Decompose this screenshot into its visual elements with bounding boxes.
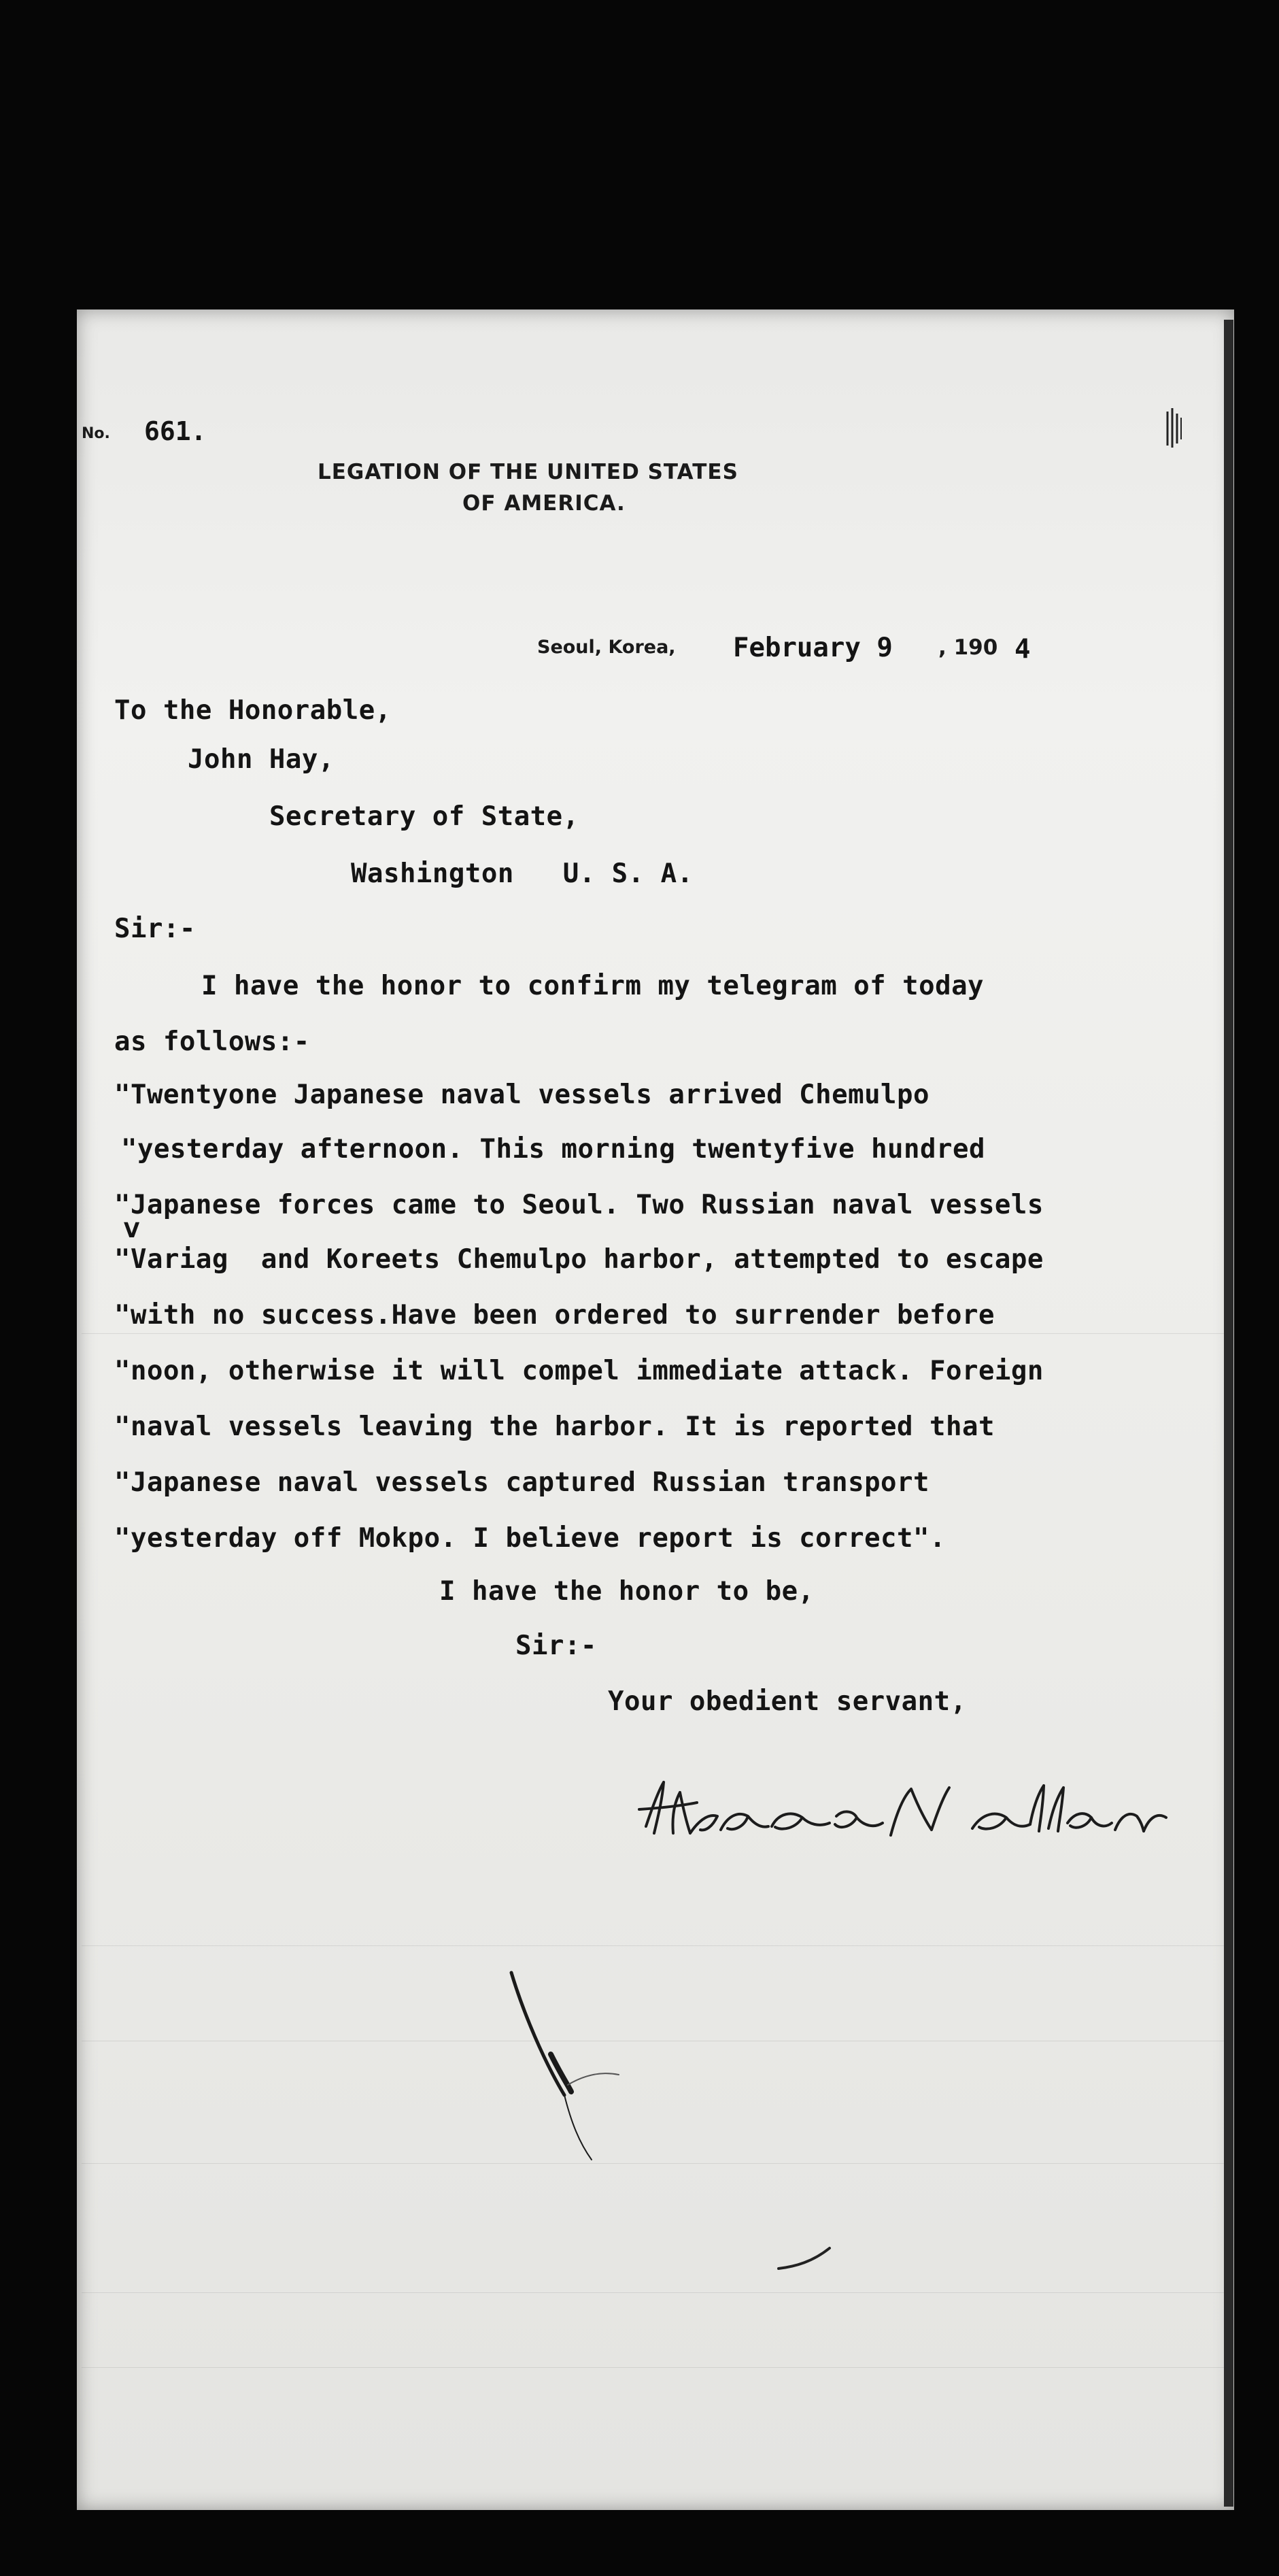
letterhead-line-1: LEGATION OF THE UNITED STATES <box>318 460 738 484</box>
binder-mark <box>1164 408 1184 449</box>
body-line: "Japanese forces came to Seoul. Two Russian naval vessels <box>114 1190 1044 1220</box>
letterhead-line-2: OF AMERICA. <box>462 491 626 516</box>
body-line: "yesterday off Mokpo. I believe report is correct". <box>114 1523 946 1554</box>
address-line-4: Washington U. S. A. <box>351 858 694 889</box>
document-number: 661. <box>144 416 207 446</box>
closing-line-2: Sir:- <box>515 1630 597 1661</box>
place: Seoul, Korea, <box>537 637 676 658</box>
paper-rule <box>82 2163 1224 2164</box>
body-line: "Twentyone Japanese naval vessels arrived Chemulpo <box>114 1080 930 1110</box>
address-line-3: Secretary of State, <box>269 801 579 832</box>
paper-rule <box>82 2367 1224 2368</box>
closing-line-1: I have the honor to be, <box>439 1576 815 1607</box>
date: February 9 <box>733 633 893 663</box>
signature <box>632 1769 1170 1850</box>
paper-rule <box>82 2292 1224 2293</box>
body-line: "yesterday afternoon. This morning twentyfive hundred <box>121 1134 985 1165</box>
paper-rule <box>82 1945 1224 1946</box>
body-line: I have the honor to confirm my telegram of today <box>201 971 985 1001</box>
paper-rule <box>82 1333 1224 1334</box>
body-line: "Japanese naval vessels captured Russian transport <box>114 1467 930 1498</box>
salutation: Sir:- <box>114 914 196 944</box>
year-suffix: 4 <box>1014 634 1031 665</box>
body-line: "Variag and Koreets Chemulpo harbor, attempted to escape <box>114 1244 1044 1275</box>
insertion-mark: V <box>124 1219 140 1243</box>
address-line-2: John Hay, <box>188 744 335 775</box>
body-line: "noon, otherwise it will compel immediate attack. Foreign <box>114 1356 1044 1386</box>
year-prefix: , 190 <box>938 635 998 660</box>
body-line: "naval vessels leaving the harbor. It is reported that <box>114 1411 995 1442</box>
body-line: as follows:- <box>114 1026 310 1057</box>
body-line: "with no success.Have been ordered to surrender before <box>114 1300 995 1331</box>
stray-ink-mark <box>503 1959 639 2163</box>
number-label: No. <box>82 425 110 442</box>
page-edge-shadow <box>1224 320 1233 2507</box>
closing-line-3: Your obedient servant, <box>608 1686 967 1717</box>
stray-ink-mark <box>775 2245 836 2272</box>
address-line-1: To the Honorable, <box>114 695 392 726</box>
